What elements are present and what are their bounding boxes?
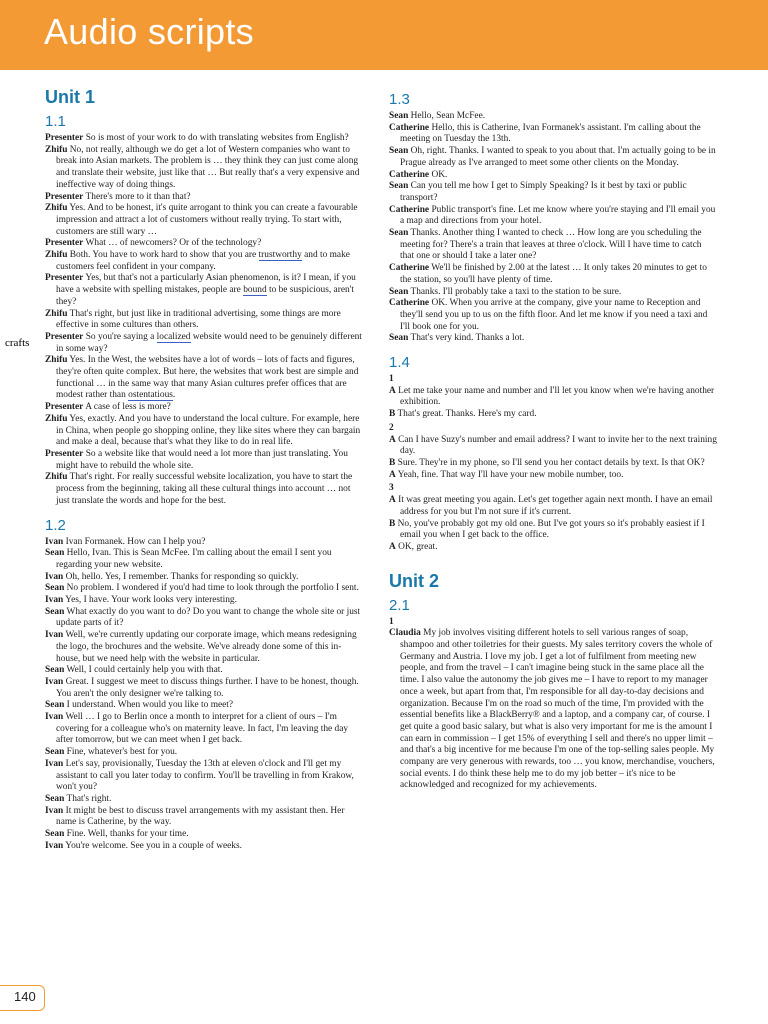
dialogue-text: Yeah, fine. That way I'll have your new mobile number, too. [397, 469, 624, 480]
dialogue-text: Hello, Ivan. This is Sean McFee. I'm calling about the email I sent you regarding your new website. [56, 548, 332, 570]
script-line [45, 145, 365, 192]
item-number: 1 [389, 374, 394, 385]
speaker-name: Sean [45, 829, 65, 840]
speaker-name: Sean [45, 548, 65, 559]
script-line [45, 192, 365, 204]
dialogue-text: Well … I go to Berlin once a month to interpret for a client of ours – I'm covering for a colleague who's on maternity leave. In fact, I'm leaving the day after tomorrow, but we can meet when I get back. [56, 712, 349, 746]
script-line [45, 747, 365, 759]
script-line [389, 205, 717, 228]
dialogue-text: Fine. Well, thanks for your time. [66, 829, 189, 840]
dialogue-text: No problem. I wondered if you'd had time to look through the portfolio I sent. [66, 583, 359, 594]
script-line [45, 677, 365, 700]
script-line [45, 449, 365, 472]
dialogue-text: Great. I suggest we meet to discuss things further. I have to be honest, though. You aren't the only designer we're talking to. [56, 676, 359, 699]
speaker-name: Ivan [45, 805, 64, 816]
script-line [45, 841, 365, 853]
section-1-1-heading: 1.1 [45, 113, 66, 130]
speaker-name: Sean [389, 146, 409, 157]
section-1-1-script [45, 133, 365, 508]
dialogue-text: and to make customers feel confident in your company. [56, 250, 350, 272]
dialogue-text: I understand. When would you like to meet? [66, 700, 234, 711]
speaker-name: Zhifu [45, 355, 68, 366]
underlined-word: ostentatious [128, 390, 173, 401]
speaker-name: Catherine [389, 122, 430, 133]
script-line [45, 712, 365, 747]
dialogue-text: So you're saying a [85, 331, 157, 342]
speaker-name: Presenter [45, 273, 84, 284]
section-2-1-heading: 2.1 [389, 596, 410, 614]
dialogue-text: Thanks. I'll probably take a taxi to the station to be sure. [410, 286, 622, 297]
speaker-name: Presenter [45, 448, 84, 459]
dialogue-text: OK. [431, 169, 448, 180]
speaker-name: Presenter [45, 402, 84, 413]
underlined-word: localized [156, 331, 191, 342]
dialogue-text: A case of less is more? [85, 402, 171, 413]
script-line [45, 309, 365, 332]
dialogue-text: Well, we're currently updating our corporate image, which means redesigning the logo, the brochures and the website. We've already done some of this in-house, but we need help with the website in particular. [56, 630, 357, 664]
speaker-name: A [389, 434, 396, 445]
dialogue-text: We'll be finished by 2.00 at the latest … It only takes 20 minutes to get to the station, so you'll have plenty of time. [400, 263, 707, 285]
dialogue-text: to be suspicious, aren't they? [56, 285, 354, 307]
dialogue-text: Yes, but that's not a particularly Asian phenomenon, is it? I mean, if you have a website with spelling mistakes, people are [56, 273, 356, 296]
dialogue-text: No, you've probably got my old one. But I've got yours so it's probably easiest if I email you when I get back to the office. [397, 518, 705, 541]
script-line [45, 607, 365, 630]
dialogue-text: You're welcome. See you in a couple of weeks. [65, 840, 242, 851]
dialogue-text: Oh, hello. Yes, I remember. Thanks for responding so quickly. [65, 571, 299, 582]
speaker-name: A [389, 469, 396, 480]
script-line [45, 759, 365, 794]
speaker-name: Ivan [45, 595, 64, 606]
item-number: 2 [389, 422, 394, 433]
speaker-name: Ivan [45, 571, 64, 582]
dialogue-text: That's right, but just like in traditional advertising, some things are more effective in some cultures than others. [56, 308, 341, 331]
speaker-name: Sean [45, 700, 65, 711]
speaker-name: A [389, 541, 396, 552]
script-line [45, 472, 365, 507]
script-line [45, 414, 365, 449]
speaker-name: Zhifu [45, 144, 68, 155]
script-line [45, 203, 365, 238]
script-line [45, 133, 365, 145]
dialogue-text: It was great meeting you again. Let's get together again next month. I have an email address for you but I'm not sure if it's current. [398, 495, 713, 517]
dialogue-text: Hello, Sean McFee. [410, 111, 486, 121]
script-line [45, 794, 365, 806]
speaker-name: Zhifu [45, 203, 68, 214]
dialogue-text: Thanks. Another thing I wanted to check … How long are you scheduling the meeting for? There's a train that leaves at three o'clock. Will I have time to catch that one or should I take a later one? [400, 228, 702, 262]
script-line [45, 630, 365, 665]
dialogue-text: It might be best to discuss travel arrangements with my assistant then. Her name is Catherine, by the way. [56, 805, 345, 828]
dialogue-text: Let me take your name and number and I'll let you know when we're having another exhibition. [398, 385, 715, 408]
dialogue-text: Fine, whatever's best for you. [66, 747, 178, 758]
speaker-name: Zhifu [45, 308, 68, 319]
script-line [45, 355, 365, 402]
speaker-name: Ivan [45, 712, 64, 723]
script-line [45, 548, 365, 571]
dialogue-text: Public transport's fine. Let me know where you're staying and I'll email you a map and directions from your hotel. [400, 204, 716, 227]
speaker-name: Sean [45, 583, 65, 594]
speaker-name: Catherine [389, 169, 430, 180]
script-line [45, 537, 365, 549]
script-line [45, 402, 365, 414]
script-line [389, 287, 717, 299]
section-1-3-script [389, 111, 717, 345]
script-line [45, 332, 365, 355]
dialogue-text: Sure. They're in my phone, so I'll send you her contact details by text. Is that OK? [397, 457, 705, 468]
dialogue-text: So a website like that would need a lot more than just translating. You might have to rebuild the whole site. [56, 448, 348, 471]
dialogue-text: So is most of your work to do with translating websites from English? [85, 133, 349, 143]
dialogue-text: OK. When you arrive at the company, give your name to Reception and they'll send you up to us on the fifth floor. And let me know if you need a taxi and I'll book one for you. [400, 298, 708, 332]
speaker-name: Zhifu [45, 250, 68, 261]
speaker-name: Ivan [45, 676, 64, 687]
script-line [389, 628, 717, 792]
script-line [389, 470, 717, 482]
script-line [45, 273, 365, 308]
script-line [389, 333, 717, 345]
dialogue-text: That's right. [66, 793, 112, 804]
script-line [45, 583, 365, 595]
page-title: Audio scripts [44, 11, 254, 52]
speaker-name: Sean [389, 111, 409, 121]
speaker-name: Sean [45, 665, 65, 676]
dialogue-text: No, not really, although we do get a lot of Western companies who want to break into Asian markets. The problem is … they think they can just come along and translate their website, just like that … But really that's a very expensive and ineffective way of doing things. [56, 144, 360, 190]
dialogue-text: My job involves visiting different hotels to sell various ranges of soap, shampoo and other toiletries for their guests. My sales territory covers the whole of Germany and Austria. I love my job. I get a lot of fulfilment from meeting new people, and from the travel – I can't imagine being stuck in the same place all the time. I also value the autonomy the job gives me – I have to report to my manager once a week, but apart from that, I'm responsible for all day-to-day decisions and organization. Because I'm on the road so much of the time, I'm provided with the essential benefits like a BlackBerry® and a laptop, and a company car, of course. I get quite a good basic salary, but what is also very important for me is the amount I can earn in commission – I get 15% of everything I sell and there's no upper limit – and that's a big incentive for me because I'm one of the top-selling sales people. My company are very generous with rewards, too … you know, merchandise, vouchers, social events. I do think these help me to do my job better – it's nice to be acknowledged and recognized for my achievements. [400, 628, 715, 791]
dialogue-text: What … of newcomers? Or of the technology? [85, 238, 262, 249]
dialogue-text: There's more to it than that? [85, 191, 191, 202]
dialogue-text: That's very kind. Thanks a lot. [410, 333, 525, 344]
speaker-name: Sean [45, 793, 65, 804]
dialogue-text: What exactly do you want to do? Do you want to change the whole site or just update parts of it? [56, 606, 361, 629]
script-line [45, 700, 365, 712]
speaker-name: Sean [389, 286, 409, 297]
script-line [389, 386, 717, 409]
dialogue-text: Oh, right. Thanks. I wanted to speak to you about that. I'm actually going to be in Prague already as I've arranged to meet some other clients on the Monday. [400, 146, 716, 168]
script-line [389, 298, 717, 333]
dialogue-text: Well, I could certainly help you with that. [66, 665, 223, 676]
script-line [389, 123, 717, 146]
script-line [45, 250, 365, 273]
underlined-word: trustworthy [258, 250, 302, 261]
speaker-name: Sean [389, 181, 409, 192]
dialogue-text: Yes, exactly. And you have to understand the local culture. For example, here in China, when people go shopping online, they like sites where they can bargain and make a deal, because that's what they like to do in real life. [56, 413, 361, 448]
speaker-name: Ivan [45, 630, 64, 641]
script-line [389, 542, 717, 554]
dialogue-text: Hello, this is Catherine, Ivan Formanek's assistant. I'm calling about the meeting on Tuesday the 13th. [400, 122, 701, 145]
speaker-name: Presenter [45, 191, 84, 202]
speaker-name: Sean [389, 333, 409, 344]
unit-2-heading: Unit 2 [389, 570, 440, 591]
section-1-3-heading: 1.3 [389, 91, 410, 108]
dialogue-text: Yes, I have. Your work looks very interesting. [65, 595, 237, 606]
underlined-word: bound [243, 285, 267, 296]
speaker-name: Presenter [45, 238, 84, 249]
speaker-name: Ivan [45, 840, 64, 851]
speaker-name: B [389, 457, 396, 468]
speaker-name: Sean [45, 606, 65, 617]
speaker-name: Ivan [45, 758, 64, 769]
speaker-name: B [389, 518, 396, 529]
script-line [389, 111, 717, 123]
left-column [45, 86, 365, 852]
speaker-name: Zhifu [45, 413, 68, 424]
unit-1-heading: Unit 1 [45, 87, 96, 107]
script-line [389, 181, 717, 204]
speaker-name: Presenter [45, 133, 84, 143]
dialogue-text: Both. You have to work hard to show that you are [69, 250, 259, 261]
speaker-name: Sean [45, 747, 65, 758]
speaker-name: Catherine [389, 263, 430, 274]
section-1-2-script [45, 537, 365, 853]
dialogue-text: Yes. In the West, the websites have a lot of words – lots of facts and figures, they're often quite complex. But here, the websites that work best are simple and functional … in the same way that many Asian cultures prefer offices that are modest rather than [56, 355, 359, 401]
speaker-name: Catherine [389, 204, 430, 215]
dialogue-text: That's right. For really successful website localization, you have to start the process from the beginning, taking all these cultural things into account … not just translate the words and hope for the best. [56, 472, 353, 506]
script-line [389, 146, 717, 169]
script-line [389, 409, 717, 421]
dialogue-text: website would need to be genuinely different in some way? [56, 331, 362, 354]
dialogue-text: Let's say, provisionally, Tuesday the 13th at eleven o'clock and I'll get my assistant to call you later today to confirm. You'll be travelling in from Krakow, won't you? [56, 758, 354, 793]
dialogue-text: . [172, 390, 176, 401]
dialogue-text: Can you tell me how I get to Simply Speaking? Is it best by taxi or public transport? [400, 181, 687, 203]
script-line [389, 263, 717, 286]
dialogue-text: That's great. Thanks. Here's my card. [397, 409, 537, 420]
margin-annotation: crafts [5, 337, 30, 349]
dialogue-text: Yes. And to be honest, it's quite arrogant to think you can create a favourable impression and attract a lot of customers without really trying. To start with, customers are still wary … [56, 203, 358, 237]
dialogue-text: Can I have Suzy's number and email address? I want to invite her to the next training day. [398, 434, 717, 457]
right-column [389, 88, 717, 792]
script-line [45, 665, 365, 677]
script-line [45, 595, 365, 607]
speaker-name: Presenter [45, 331, 84, 342]
dialogue-text: OK, great. [398, 541, 438, 552]
section-2-1-script [389, 628, 717, 792]
script-line [389, 458, 717, 470]
speaker-name: A [389, 495, 396, 506]
script-line [389, 228, 717, 263]
section-1-2-heading: 1.2 [45, 516, 66, 534]
script-line [389, 495, 717, 518]
section-1-4-script [389, 374, 717, 554]
script-line [389, 435, 717, 458]
dialogue-text: Ivan Formanek. How can I help you? [65, 536, 206, 547]
item-number: 1 [389, 616, 394, 627]
script-line [45, 238, 365, 250]
speaker-name: Catherine [389, 298, 430, 309]
speaker-name: Zhifu [45, 472, 68, 483]
speaker-name: Claudia [389, 628, 421, 639]
script-line [389, 519, 717, 542]
script-line [45, 829, 365, 841]
speaker-name: Ivan [45, 536, 64, 547]
page-number: 140 [14, 989, 36, 1004]
script-line [45, 572, 365, 584]
speaker-name: B [389, 409, 396, 420]
section-1-4-heading: 1.4 [389, 354, 410, 372]
item-number: 3 [389, 483, 394, 494]
header-banner [0, 0, 768, 70]
script-line [45, 806, 365, 829]
speaker-name: A [389, 385, 396, 396]
speaker-name: Sean [389, 228, 409, 239]
script-line [389, 170, 717, 182]
